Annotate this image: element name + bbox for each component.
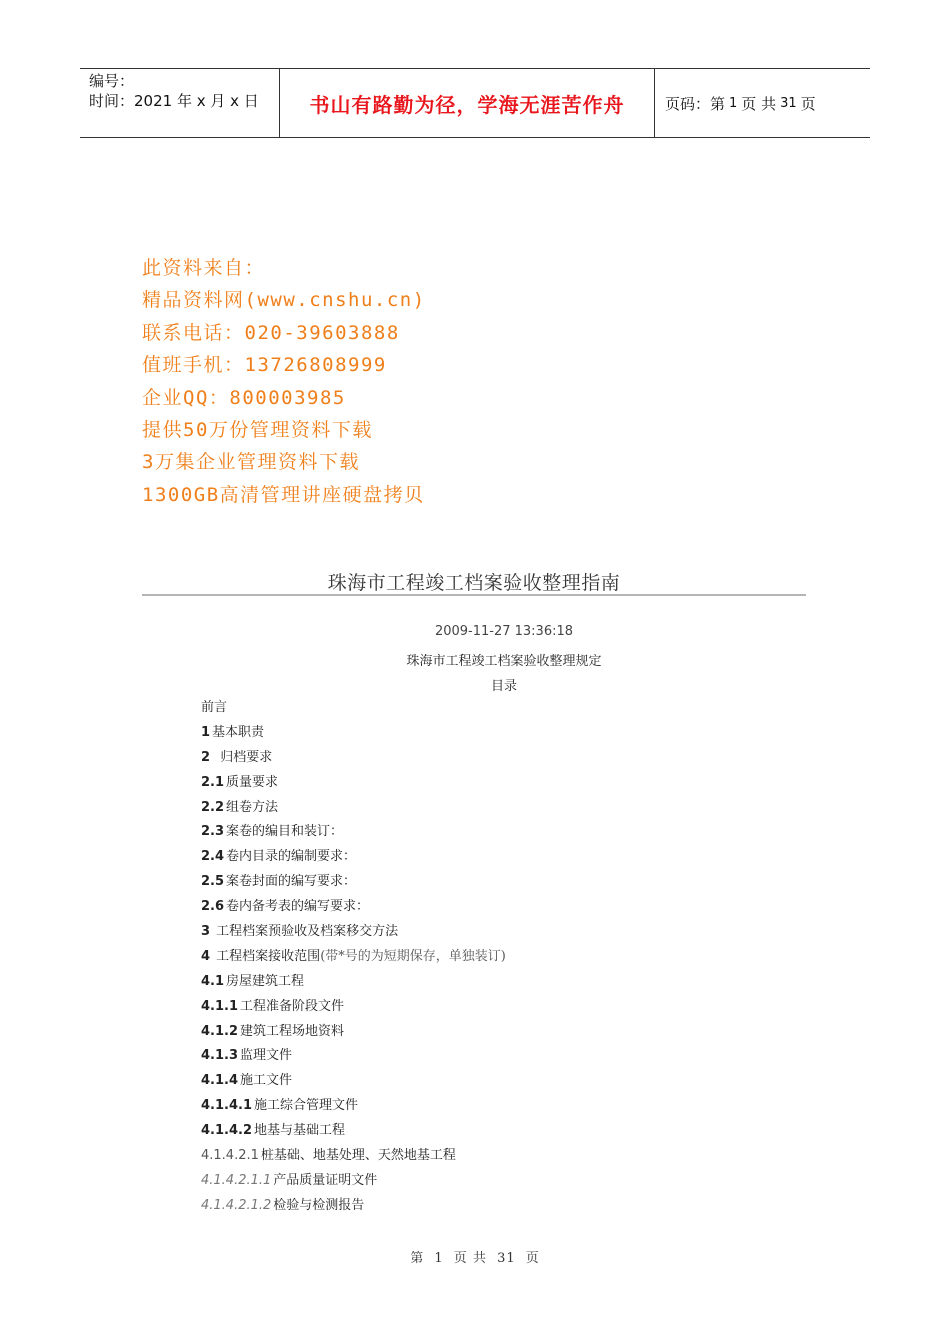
toc-entry-text: 监理文件 [240,1048,293,1064]
toc-entry[interactable] [201,922,506,947]
toc-entry[interactable] [201,748,506,773]
ad-line: 此资料来自： [142,257,266,279]
toc-entry-number: 2.6 [201,899,225,915]
ad-line: 联系电话：020-39603888 [142,321,400,344]
footer-prefix: 第 [410,1251,425,1266]
header-page-info [655,69,870,137]
toc-entry-text: 工程准备阶段文件 [240,998,345,1014]
toc-entry-text: 工程档案接收范围 [212,948,321,964]
ad-line: 提供50万份管理资料下载 [142,419,373,442]
toc-heading: 目录 [490,679,517,694]
toc-entry[interactable] [201,798,506,823]
page-total: 31 [780,95,797,111]
toc-entry-number: 4.1.4.2 [201,1123,252,1139]
ad-line-website[interactable]: 精品资料网(www.cnshu.cn) [142,289,426,312]
ad-line: 3万集企业管理资料下载 [142,451,360,474]
number-label: 编号： [89,72,135,90]
ad-line: 1300GB高清管理讲座硬盘拷贝 [142,483,425,506]
toc-entry[interactable] [201,897,506,922]
page-label: 页码：第 [665,94,726,113]
title-divider [142,594,806,596]
toc-entry-text: 前言 [201,700,228,715]
time-label: 时间：2021 年 x 月 x 日 [89,92,259,110]
toc-entry[interactable] [201,1171,506,1196]
toc-entry-number: 2.1 [201,774,225,790]
toc-entry-number: 4.1.4 [201,1073,239,1089]
toc-entry-number: 2.5 [201,874,225,890]
toc-entry[interactable] [201,1146,506,1171]
document-subtitle: 珠海市工程竣工档案验收整理规定 [406,654,602,669]
table-of-contents [201,698,506,1221]
toc-entry[interactable] [201,847,506,872]
page-current: 1 [729,95,738,111]
toc-entry[interactable] [201,1046,506,1071]
toc-entry-text: 案卷的编目和装订： [226,824,344,840]
toc-entry-text: 归档要求 [212,749,273,765]
footer-middle: 页 共 [453,1251,487,1266]
ad-line: 值班手机：13726808999 [142,354,387,377]
document-title: 珠海市工程竣工档案验收整理指南 [327,572,621,594]
toc-entry[interactable] [201,822,506,847]
toc-entry-text: 检验与检测报告 [273,1197,365,1213]
toc-entry-text: 案卷封面的编写要求： [226,874,357,890]
page-suffix: 页 [800,94,816,113]
toc-entry-text: 基本职责 [212,724,265,740]
toc-entry[interactable] [201,1022,506,1047]
toc-entry-number: 2 [201,749,211,765]
toc-entry[interactable] [201,872,506,897]
footer-total: 31 [497,1251,516,1266]
toc-entry-number: 2.4 [201,849,225,865]
toc-entry-text: 建筑工程场地资料 [240,1023,345,1039]
toc-entry-number: 4.1.2 [201,1023,239,1039]
toc-entry-text: 卷内备考表的编写要求： [226,899,370,915]
toc-entry-text: 组卷方法 [226,799,279,815]
toc-entry[interactable] [201,997,506,1022]
document-date: 2009-11-27 13:36:18 [434,624,574,639]
toc-entry-number: 4.1.4.2.1.2 [201,1197,272,1213]
toc-entry-text: 施工文件 [240,1073,293,1089]
toc-entry-number: 4 [201,948,211,964]
toc-entry-number: 4.1 [201,973,225,989]
toc-entry-number: 2.3 [201,824,225,840]
header-motto: 书山有路勤为径，学海无涯苦作舟 [280,69,655,137]
page-middle: 页 共 [741,94,777,113]
toc-entry-number: 4.1.1 [201,998,239,1014]
toc-entry-number: 4.1.4.2.1 [201,1148,259,1164]
toc-entry-text: 工程档案预验收及档案移交方法 [212,924,399,940]
toc-entry-number: 4.1.4.2.1.1 [201,1172,272,1188]
toc-entry[interactable] [201,1121,506,1146]
source-ad-block [142,252,426,511]
toc-entry[interactable] [201,698,506,723]
toc-entry[interactable] [201,972,506,997]
footer-current: 1 [434,1251,444,1266]
toc-entry-text: 产品质量证明文件 [273,1172,378,1188]
toc-entry-number: 1 [201,724,211,740]
footer-suffix: 页 [525,1251,540,1266]
page-footer [0,1247,950,1266]
toc-entry-text: 施工综合管理文件 [254,1098,359,1114]
toc-entry-note: (带*号的为短期保存，单独装订) [320,948,506,964]
toc-entry[interactable] [201,1071,506,1096]
toc-entry[interactable] [201,773,506,798]
ad-line: 企业QQ：800003985 [142,386,346,409]
toc-entry[interactable] [201,723,506,748]
toc-entry-text: 卷内目录的编制要求： [226,849,357,865]
header-meta [80,69,280,137]
toc-entry-number: 4.1.3 [201,1048,239,1064]
toc-entry[interactable] [201,947,506,972]
toc-entry[interactable] [201,1196,506,1221]
toc-entry-number: 4.1.4.1 [201,1098,252,1114]
toc-entry-text: 桩基础、地基处理、天然地基工程 [260,1148,456,1164]
toc-entry-text: 房屋建筑工程 [226,973,305,989]
page-header [80,68,870,138]
toc-entry[interactable] [201,1096,506,1121]
toc-entry-text: 质量要求 [226,774,279,790]
toc-entry-number: 2.2 [201,799,225,815]
toc-entry-number: 3 [201,924,211,940]
toc-entry-text: 地基与基础工程 [254,1123,346,1139]
